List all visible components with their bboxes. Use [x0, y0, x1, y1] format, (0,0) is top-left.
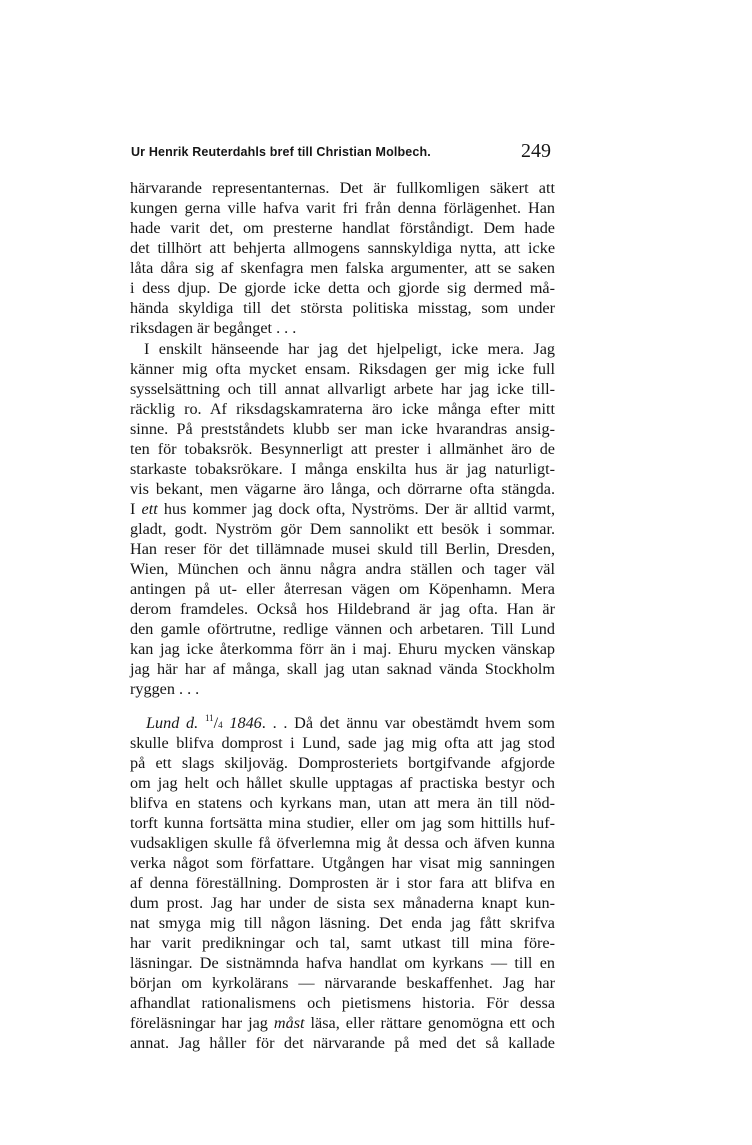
text-line: derom framdeles. Också hos Hildebrand är jag ofta. Han är — [130, 600, 555, 618]
text-line: början om kyrkolärans — närvarande beskaffenhet. Jag har — [130, 974, 555, 992]
text-line: vis bekant, men vägarne äro långa, och dörrarne ofta stängda. — [130, 480, 555, 498]
text-line: på ett slags skiljoväg. Domprosteriets bortgifvande afgjorde — [130, 754, 555, 772]
entry-year: 1846 — [229, 714, 262, 732]
italic-word: måst — [273, 1014, 305, 1032]
text-fragment: läsa, eller rättare genomögna ett och — [310, 1014, 556, 1032]
text-line-with-italic — [130, 500, 555, 519]
text-line: hända skyldiga till det största politiska misstag, som under — [130, 299, 555, 317]
text-fragment: I — [130, 500, 136, 518]
text-line-with-italic — [130, 1014, 555, 1033]
date-day: 11 — [204, 712, 214, 723]
text-line: hade varit det, om presterne handlat förståndigt. Dem hade — [130, 219, 555, 237]
text-line: har varit predikningar och tal, samt utkast till mina före- — [130, 934, 555, 952]
text-line: antingen på ut- eller återresan vägen om Köpenhamn. Mera — [130, 580, 555, 598]
text-line: verka något som författare. Utgången har visat mig sanningen — [130, 854, 555, 872]
text-line: vudsakligen skulle få öfverlemna mig åt dessa och äfven kunna — [130, 834, 555, 852]
text-line: jag här har af många, skall jag utan saknad vända Stockholm — [130, 660, 555, 678]
text-line: läsningar. De sistnämnda hafva handlat om kyrkans — till en — [130, 954, 555, 972]
text-line: skulle blifva domprost i Lund, sade jag mig ofta att jag stod — [130, 734, 555, 752]
text-line: sinne. På prestståndets klubb ser man icke hvarandras ansig- — [130, 420, 555, 438]
entry-place-date: Lund d. — [146, 714, 199, 732]
text-line: dum prost. Jag har under de sista sex månaderna knapt kun- — [130, 894, 555, 912]
text-line: gladt, godt. Nyström gör Dem sannolikt ett besök i sommar. — [130, 520, 555, 538]
text-line: låta dåra sig af skenfagra men falska argumenter, att se saken — [130, 259, 555, 277]
italic-word: ett — [141, 500, 158, 518]
page-number: 249 — [521, 140, 551, 162]
text-line: den gamle oförtrutne, redlige vännen och arbetaren. Till Lund — [130, 620, 555, 638]
text-line: afhandlat rationalismens och pietismens historia. För dessa — [130, 994, 555, 1012]
text-line: ten för tobaksrök. Besynnerligt att prester i allmänhet äro de — [130, 440, 555, 458]
date-month: 4 — [218, 720, 223, 730]
text-line: det tillhört att behjerta allmogens sannskyldiga nytta, att icke — [130, 239, 555, 257]
text-line: känner mig ofta mycket ensam. Riksdagen ger mig icke full — [130, 360, 555, 378]
text-line: blifva en statens och kyrkans man, utan att mera än till nöd- — [130, 794, 555, 812]
text-line: härvarande representanternas. Det är fullkomligen säkert att — [130, 179, 555, 197]
text-line: riksdagen är begånget . . . — [130, 319, 297, 337]
text-line: ryggen . . . — [130, 680, 200, 698]
text-line: Wien, München och ännu några andra ställen och tager väl — [130, 560, 555, 578]
text-fragment: . . . Då det ännu var obestämdt hvem som — [261, 714, 555, 732]
text-line: kungen gerna ville hafva varit fri från denna förlägenhet. Han — [130, 199, 555, 217]
text-line: starkaste tobaksrökare. I många enskilta hus är jag naturligt- — [130, 460, 555, 478]
text-line: sysselsättning och till annat allvarligt arbete har jag icke till- — [130, 380, 555, 398]
text-line: räcklig ro. Af riksdagskamraterna äro icke många efter mitt — [130, 400, 555, 418]
text-line: om jag helt och hållet skulle upptagas af practiska bestyr och — [130, 774, 555, 792]
running-head: Ur Henrik Reuterdahls bref till Christian Molbech. — [131, 145, 431, 159]
text-fragment: hus kommer jag dock ofta, Nyströms. Der är alltid varmt, — [163, 500, 556, 518]
text-fragment: föreläsningar har jag — [130, 1014, 268, 1032]
text-line: i dess djup. De gjorde icke detta och gjorde sig dermed må- — [130, 279, 555, 297]
text-line: af denna föreställning. Domprosten är i stor fara att blifva en — [130, 874, 555, 892]
text-line: nat smyga mig till någon läsning. Det enda jag fått skrifva — [130, 914, 555, 932]
text-line: Han reser för det tillämnade musei skuld till Berlin, Dresden, — [130, 540, 555, 558]
text-line: kan jag icke återkomma förr än i maj. Ehuru mycken vänskap — [130, 640, 555, 658]
text-line: I enskilt hänseende har jag det hjelpeligt, icke mera. Jag — [144, 340, 555, 358]
text-line: annat. Jag håller för det närvarande på med det så kallade — [130, 1034, 555, 1052]
dated-entry-line: Lund d. $^{11}$/4 1846. . . Då det ännu var obestämdt hvem som — [146, 712, 555, 732]
text-line: torft kunna fortsätta mina studier, eller om jag som hittills huf- — [130, 814, 555, 832]
